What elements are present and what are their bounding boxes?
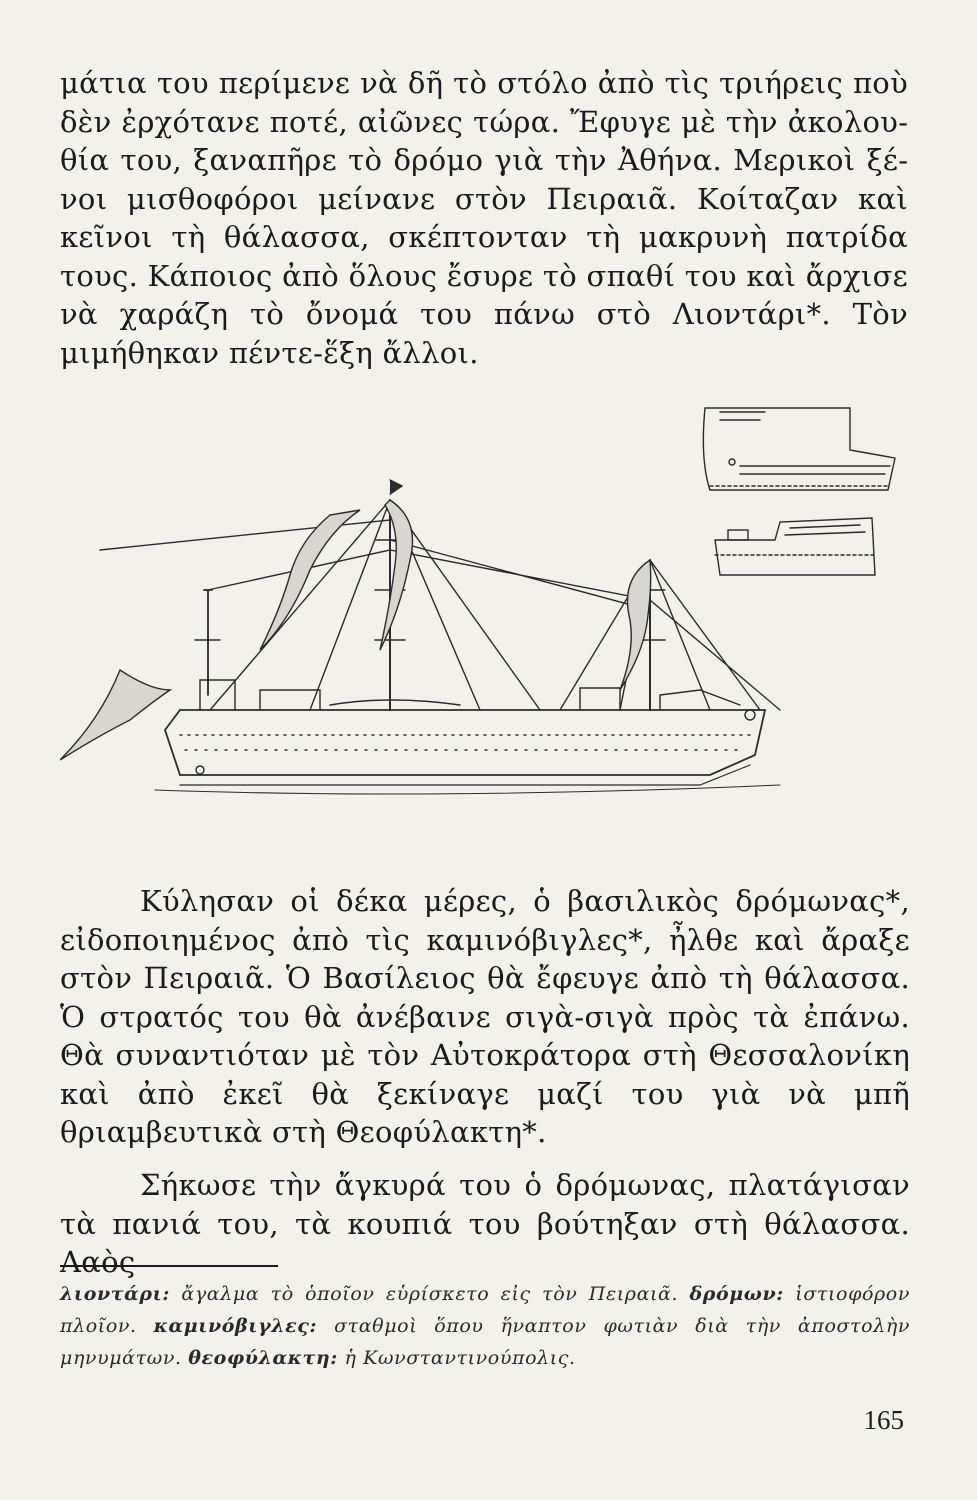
- ship-pennants: [60, 480, 651, 760]
- footnote-divider: [60, 1265, 278, 1267]
- footnote-term: δρόμων:: [689, 1283, 784, 1305]
- paragraph-3: Σήκωσε τὴν ἄγκυρά του ὁ δρόμωνας, πλατάγισαν τὰ πανιά του, τὰ κουπιά του βούτηξαν στὴ θάλασσα. Λαὸς: [60, 1168, 910, 1279]
- footnote-term: θεοφύλακτη:: [188, 1347, 338, 1369]
- footnote-text: ἄγαλμα τὸ ὁποῖον εὑρίσκετο εἰς τὸν Πειραιᾶ.: [170, 1283, 690, 1305]
- ship-masts: [100, 500, 780, 710]
- detail-inset-stern: [715, 518, 875, 575]
- footnote-text: σταθμοὶ ὅπου ἥναπτον φωτιὰν διὰ τὴν ἀποστολὴν μηνυμάτων.: [60, 1315, 910, 1369]
- paragraph-2: Κύλησαν οἱ δέκα μέρες, ὁ βασιλικὸς δρόμωνας*, εἰδοποιημένος ἀπὸ τὶς καμινόβιγλες*, ἦλθε καὶ ἄραξε στὸν Πειραιᾶ. Ὁ Βασίλειος θὰ ἔφευγε ἀπὸ τὴ θάλασσα. Ὁ στρατός του θὰ ἀνέβαινε σιγὰ-σιγὰ πρὸς τὰ ἐπάνω. Θὰ συναντιόταν μὲ τὸν Αὐτοκράτορα στὴ Θεσσαλονίκη καὶ ἀπὸ ἐκεῖ θὰ ξεκίναγε μαζί του γιὰ νὰ μπῆ θριαμβευτικὰ στὴ Θεοφύλακτη*.: [60, 884, 910, 1149]
- ship-illustration: [60, 390, 910, 840]
- page-number: 165: [863, 1405, 904, 1435]
- footnote-text: ἱστιοφόρον πλοῖον.: [60, 1283, 910, 1337]
- footnote-term: λιοντάρι:: [60, 1283, 171, 1305]
- footnote-term: καμινόβιγλες:: [153, 1315, 318, 1337]
- detail-inset-bow: [703, 408, 895, 490]
- footnotes: [60, 1278, 910, 1374]
- paragraph-1: μάτια του περίμενε νὰ δῆ τὸ στόλο ἀπὸ τὶς τριήρεις ποὺ δὲν ἐρχότανε ποτέ, αἰῶνες τώρα. Ἔφυγε μὲ τὴν ἀκολουθία του, ξαναπῆρε τὸ δρόμο γιὰ τὴν Ἀθήνα. Μερικοὶ ξένοι μισθοφόροι μείνανε στὸν Πειραιᾶ. Κοίταζαν καὶ κεῖνοι τὴ θάλασσα, σκέπτονταν τὴ μακρυνὴ πατρίδα τους. Κάποιος ἀπὸ ὅλους ἔσυρε τὸ σπαθί του καὶ ἄρχισε νὰ χαράζη τὸ ὄνομά του πάνω στὸ Λιοντάρι*. Τὸν μιμήθηκαν πέντε-ἕξη ἄλλοι.: [60, 66, 909, 370]
- ship-hull: [155, 680, 780, 794]
- footnote-text: ἡ Κωνσταντινούπολις.: [337, 1347, 576, 1369]
